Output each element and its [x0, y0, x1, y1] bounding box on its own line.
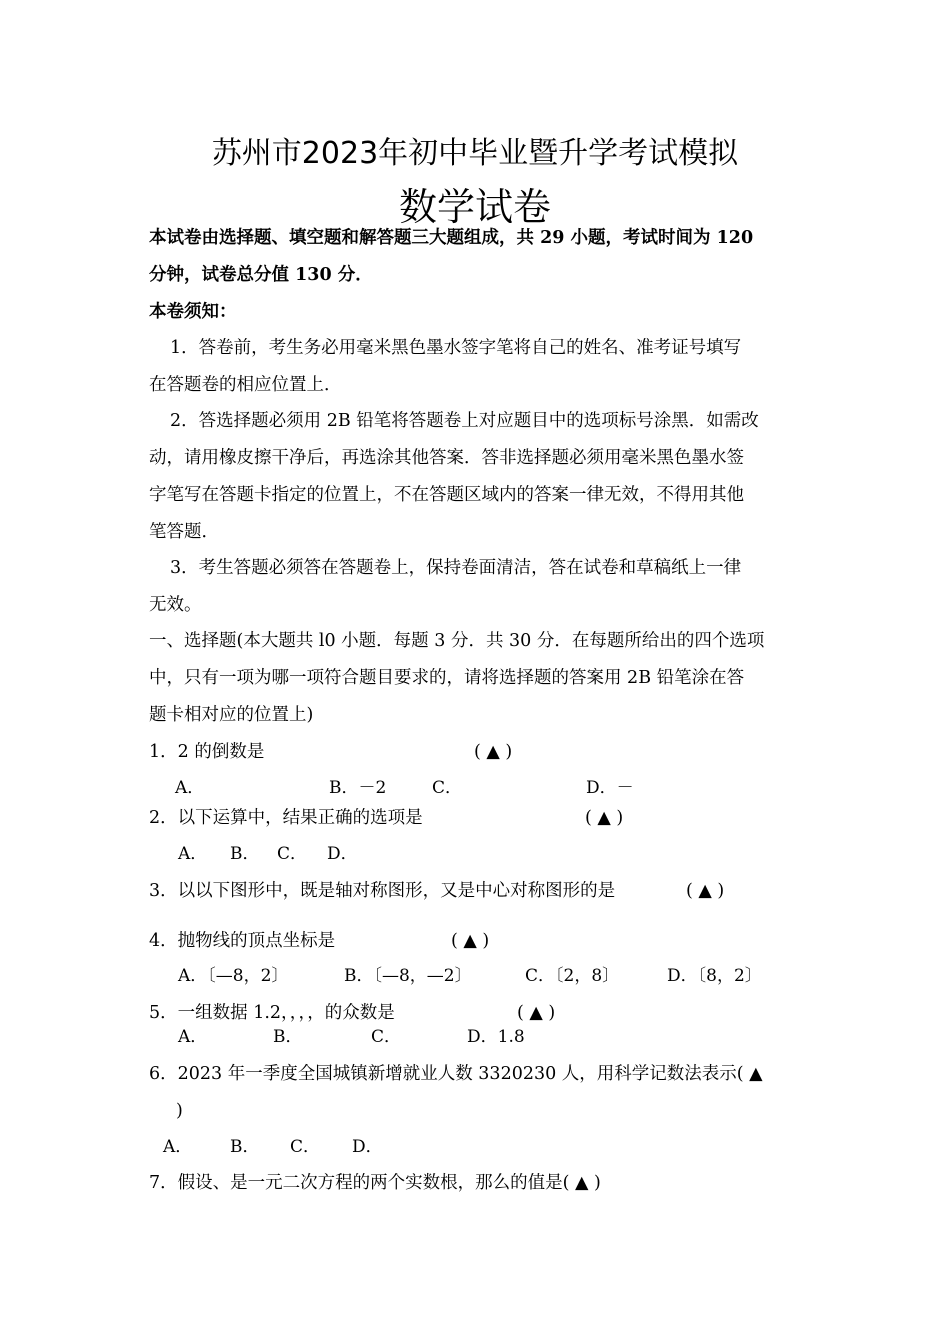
question-4-option-a: A．〔—8，2〕	[178, 966, 289, 986]
note-2-line-3: 字笔写在答题卡指定的位置上，不在答题区域内的答案一律无效，不得用其他	[149, 485, 744, 505]
question-2-option-d: D．	[327, 844, 358, 864]
question-6-option-a: A．	[163, 1137, 193, 1157]
exam-title: 苏州市2023年初中毕业暨升学考试模拟	[211, 136, 739, 171]
question-7-stem: 7．假设、是一元二次方程的两个实数根，那么的值是( ▲ )	[149, 1173, 601, 1193]
note-2-line-4: 笔答题．	[149, 522, 219, 542]
question-1-stem: 1．2 的倒数是	[149, 742, 265, 762]
question-6-option-d: D．	[352, 1137, 383, 1157]
question-3-stem: 3．以以下图形中，既是轴对称图形，又是中心对称图形的是	[149, 881, 616, 901]
question-2-stem: 2．以下运算中，结果正确的选项是	[149, 808, 423, 828]
intro-line-1: 本试卷由选择题、填空题和解答题三大题组成，共 29 小题，考试时间为 120	[149, 228, 754, 248]
question-5-option-a: A．	[178, 1027, 208, 1047]
question-1-option-d: D．－	[586, 778, 634, 798]
question-1-option-c: C．	[432, 778, 463, 798]
question-4-option-c: C．〔2，8〕	[525, 966, 620, 986]
note-1-line-2: 在答题卷的相应位置上．	[149, 375, 342, 395]
question-1-option-b: B．－2	[329, 778, 387, 798]
question-4-stem: 4．抛物线的顶点坐标是	[149, 931, 336, 951]
note-3-line-1: 3．考生答题必须答在答题卷上，保持卷面清洁，答在试卷和草稿纸上一律	[170, 558, 742, 578]
note-1-line-1: 1．答卷前，考生务必用毫米黑色墨水签字笔将自己的姓名、准考证号填写	[170, 338, 742, 358]
intro-line-2: 分钟，试卷总分值 130 分．	[149, 265, 373, 285]
question-6-stem-continued: )	[176, 1101, 183, 1121]
section-1-line-2: 中，只有一项为哪一项符合题目要求的，请将选择题的答案用 2B 铅笔涂在答	[149, 668, 745, 688]
question-5-stem: 5．一组数据 1.2，，，，的众数是	[149, 1003, 395, 1023]
question-2-option-a: A．	[178, 844, 208, 864]
question-5-option-d: D．1.8	[467, 1027, 525, 1047]
question-4-answer-mark: ( ▲ )	[451, 931, 490, 951]
question-4-option-d: D．〔8，2〕	[667, 966, 762, 986]
note-3-line-2: 无效。	[149, 595, 202, 615]
question-5-answer-mark: ( ▲ )	[517, 1003, 556, 1023]
section-1-line-3: 题卡相对应的位置上)	[149, 705, 314, 725]
question-6-stem: 6．2023 年一季度全国城镇新增就业人数 3320230 人，用科学记数法表示( ▲	[149, 1064, 763, 1084]
question-2-answer-mark: ( ▲ )	[585, 808, 624, 828]
note-2-line-1: 2．答选择题必须用 2B 铅笔将答题卷上对应题目中的选项标号涂黑．如需改	[170, 411, 759, 431]
question-6-option-b: B．	[230, 1137, 260, 1157]
notice-title: 本卷须知：	[149, 302, 237, 322]
section-1-line-1: 一、选择题(本大题共 l0 小题．每题 3 分．共 30 分．在每题所给出的四个选项	[149, 631, 765, 651]
note-2-line-2: 动，请用橡皮擦干净后，再选涂其他答案．答非选择题必须用毫米黑色墨水签	[149, 448, 744, 468]
exam-subtitle: 数学试卷	[398, 185, 551, 229]
question-5-option-b: B．	[273, 1027, 303, 1047]
question-2-option-b: B．	[230, 844, 260, 864]
question-1-option-a: A．	[175, 778, 205, 798]
question-3-answer-mark: ( ▲ )	[686, 881, 725, 901]
question-6-option-c: C．	[290, 1137, 321, 1157]
question-5-option-c: C．	[371, 1027, 402, 1047]
question-1-answer-mark: ( ▲ )	[474, 742, 513, 762]
question-4-option-b: B．〔—8，—2〕	[344, 966, 472, 986]
question-2-option-c: C．	[277, 844, 308, 864]
